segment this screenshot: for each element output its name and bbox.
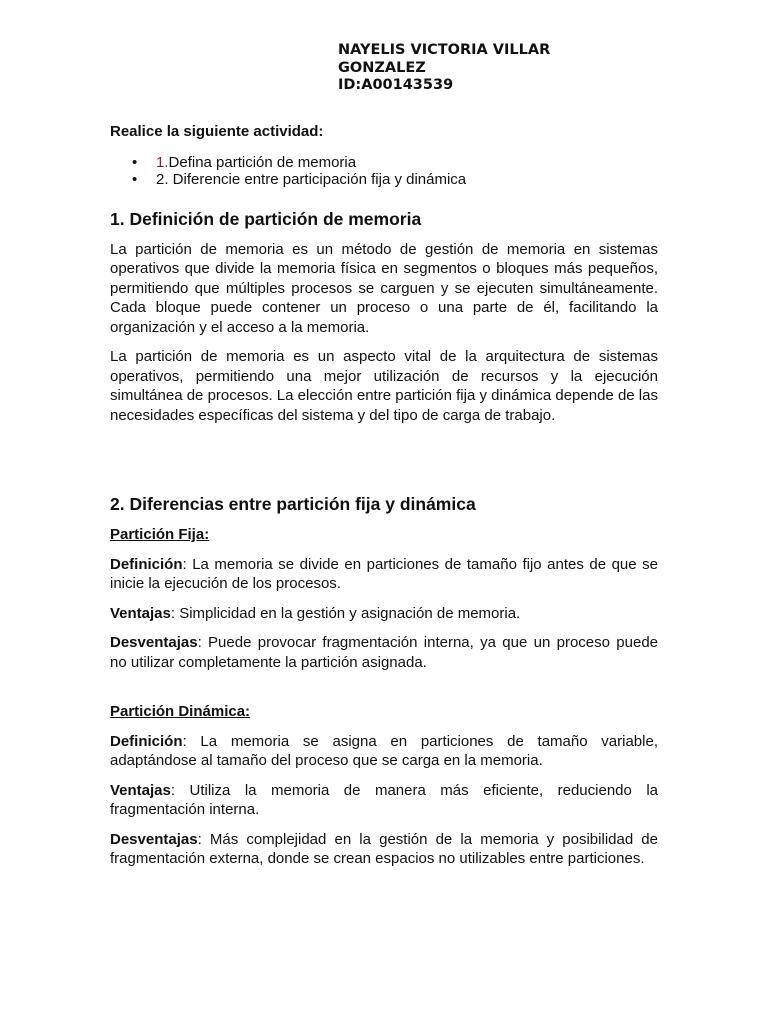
- fija-desventajas: Desventajas: Puede provocar fragmentación interna, ya que un proceso puede no utilizar completamente la partición asignada.: [110, 634, 658, 671]
- task-item-1: [156, 154, 658, 171]
- dinamica-ventajas: Ventajas: Utiliza la memoria de manera más eficiente, reduciendo la fragmentación interna.: [110, 781, 658, 818]
- author-header: [338, 42, 550, 95]
- task-list: [110, 154, 658, 188]
- definition-label: Definición: [110, 732, 183, 750]
- ventajas-label: Ventajas: [110, 781, 171, 799]
- ventajas-label: Ventajas: [110, 604, 171, 622]
- desventajas-label: Desventajas: [110, 830, 198, 848]
- fija-definition: Definición: La memoria se divide en particiones de tamaño fijo antes de que se inicie la ejecución de los procesos.: [110, 555, 658, 592]
- document-body: [110, 122, 658, 869]
- section1-title: 1. Definición de partición de memoria: [110, 208, 422, 229]
- dinamica-desventajas: Desventajas: Más complejidad en la gestión de la memoria y posibilidad de fragmentación externa, donde se crean espacios no utilizables entre particiones.: [110, 830, 658, 867]
- desventajas-label: Desventajas: [110, 634, 198, 651]
- fija-ventajas: Ventajas: Simplicidad en la gestión y asignación de memoria.: [110, 604, 521, 622]
- student-id: ID:A00143539: [338, 77, 454, 93]
- dinamica-definition: Definición: La memoria se asigna en particiones de tamaño variable, adaptándose al tamaño del proceso que se carga en la memoria.: [110, 732, 658, 769]
- task-item-2: [156, 171, 658, 188]
- author-name-line1: NAYELIS VICTORIA VILLAR: [338, 42, 551, 58]
- dinamica-heading: Partición Dinámica:: [110, 703, 251, 720]
- author-name-line2: GONZALEZ: [338, 59, 426, 76]
- section1-paragraph-1: La partición de memoria es un método de gestión de memoria en sistemas operativos que divide la memoria física en segmentos o bloques más pequeños, permitiendo que múltiples procesos se carguen y se ejecuten simultáneamente. Cada bloque puede contener un proceso o una parte de él, facilitando la organización y el acceso a la memoria.: [110, 240, 658, 336]
- activity-prompt: Realice la siguiente actividad:: [110, 123, 324, 140]
- section2-title: 2. Diferencias entre partición fija y dinámica: [110, 494, 476, 514]
- fija-heading: Partición Fija:: [110, 526, 210, 543]
- section1-paragraph-2: La partición de memoria es un aspecto vital de la arquitectura de sistemas operativos, permitiendo una mejor utilización de recursos y la ejecución simultánea de procesos. La elección entre partición fija y dinámica depende de las necesidades específicas del sistema y del tipo de carga de trabajo.: [110, 348, 658, 424]
- task-number: 1.: [156, 153, 169, 171]
- task-text: Defina partición de memoria: [168, 153, 357, 171]
- definition-label: Definición: [110, 555, 183, 573]
- task-text: 2. Diferencie entre participación fija y dinámica: [156, 170, 467, 188]
